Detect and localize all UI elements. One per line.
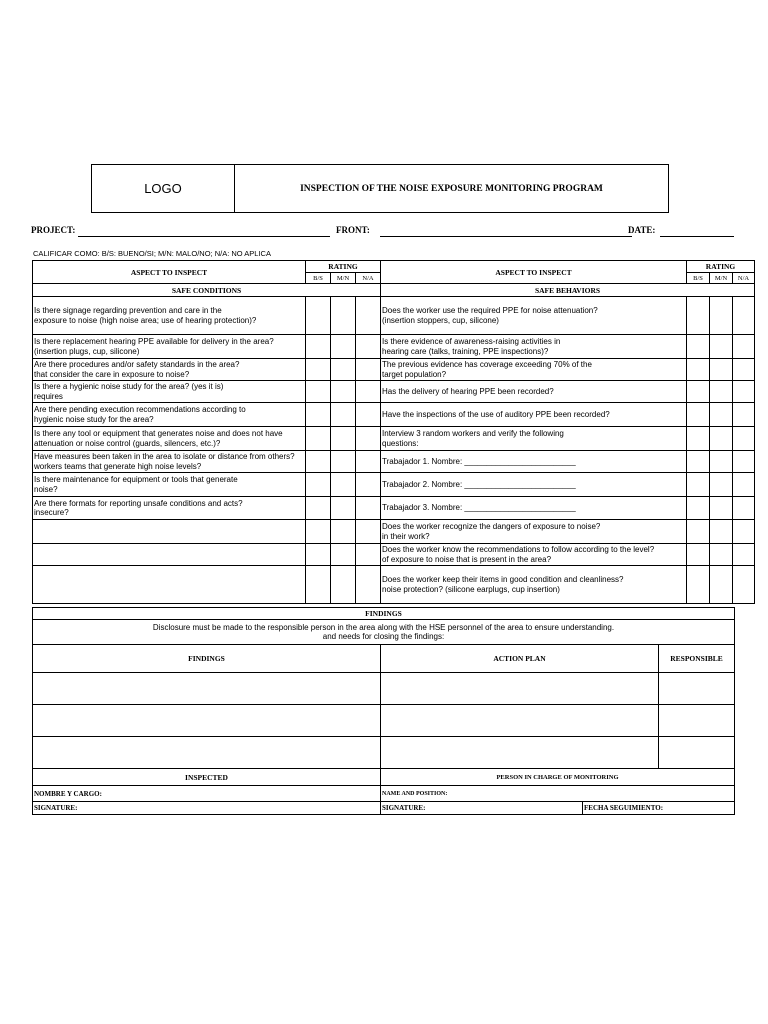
safe-behavior-item — [381, 381, 687, 403]
item-text-line: (insertion plugs, cup, silicone) — [34, 346, 140, 356]
rating-col-na: N/A — [356, 273, 381, 284]
item-text-line: hearing care (talks, training, PPE inspections)? — [382, 346, 549, 356]
project-label: PROJECT: — [31, 225, 76, 235]
rating-cell-bs[interactable] — [306, 335, 331, 359]
rating-cell-na[interactable] — [733, 473, 755, 497]
inspection-row — [33, 544, 755, 566]
safe-behavior-item — [381, 544, 687, 566]
rating-cell-mn[interactable] — [710, 335, 733, 359]
rating-cell-na[interactable] — [733, 427, 755, 451]
item-text-line: Are there procedures and/or safety standards in the area? — [34, 360, 240, 369]
item-text-line: Have measures been taken in the area to isolate or distance from others? — [34, 452, 295, 461]
inspection-table — [32, 260, 755, 604]
action-plan-col-header: ACTION PLAN — [381, 645, 659, 673]
item-text-line: hygienic noise study for the area? — [34, 414, 154, 424]
date-field[interactable] — [660, 236, 734, 237]
rating-cell-na[interactable] — [733, 520, 755, 544]
rating-cell-na[interactable] — [733, 381, 755, 403]
rating-cell-mn[interactable] — [710, 473, 733, 497]
inspection-row — [33, 451, 755, 473]
rating-cell-bs[interactable] — [687, 403, 710, 427]
safe-condition-item — [33, 497, 306, 520]
action-plan-cell[interactable] — [381, 673, 659, 705]
rating-cell-bs[interactable] — [687, 427, 710, 451]
safe-condition-item — [33, 473, 306, 497]
responsible-cell[interactable] — [659, 705, 735, 737]
safe-behavior-item — [381, 359, 687, 381]
date-label: DATE: — [628, 225, 656, 235]
item-text-line: Does the worker keep their items in good condition and cleanliness? — [382, 575, 624, 584]
findings-title: FINDINGS — [33, 608, 735, 620]
rating-cell-mn[interactable] — [710, 451, 733, 473]
item-text-line: Trabajador 2. Nombre: _________________________ — [382, 479, 576, 489]
rating-col-mn: M/N — [710, 273, 733, 284]
inspection-row — [33, 381, 755, 403]
item-text-line: Trabajador 1. Nombre: _________________________ — [382, 456, 576, 466]
safe-condition-item — [33, 359, 306, 381]
rating-note: CALIFICAR COMO: B/S: BUENO/SI; M/N: MALO/NO; N/A: NO APLICA — [33, 249, 271, 258]
item-text-line: of exposure to noise that is present in the area? — [382, 554, 552, 564]
inspection-row — [33, 566, 755, 604]
rating-cell-mn[interactable] — [710, 297, 733, 335]
item-text-line: Is there any tool or equipment that generates noise and does not have — [34, 429, 283, 438]
responsible-cell[interactable] — [659, 673, 735, 705]
safe-behaviors-header: SAFE BEHAVIORS — [381, 284, 755, 297]
rating-cell-na[interactable] — [733, 335, 755, 359]
rating-cell-mn[interactable] — [331, 520, 356, 544]
rating-cell-na[interactable] — [356, 403, 381, 427]
item-text-line: requires — [34, 391, 63, 401]
item-text-line: (insertion stoppers, cup, silicone) — [382, 315, 499, 325]
rating-cell-na[interactable] — [356, 473, 381, 497]
inspected-header: INSPECTED — [33, 769, 381, 786]
safe-behavior-item — [381, 297, 687, 335]
rating-cell-bs[interactable] — [306, 473, 331, 497]
rating-cell-bs[interactable] — [687, 335, 710, 359]
safe-behavior-item — [381, 335, 687, 359]
rating-header-right: RATING — [687, 261, 755, 273]
rating-cell-na[interactable] — [356, 520, 381, 544]
fecha-seguimiento-field[interactable]: FECHA SEGUIMIENTO: — [583, 802, 735, 815]
item-text-line: attenuation or noise control (guards, silencers, etc.)? — [34, 438, 221, 448]
findings-note-line-1: Disclosure must be made to the responsible person in the area along with the HSE personnel of the area to ensure understanding. — [152, 622, 615, 632]
rating-cell-bs[interactable] — [687, 497, 710, 520]
rating-cell-bs[interactable] — [306, 566, 331, 604]
rating-cell-mn[interactable] — [710, 403, 733, 427]
aspect-header-right: ASPECT TO INSPECT — [381, 261, 687, 284]
safe-behavior-item — [381, 520, 687, 544]
findings-col-header: FINDINGS — [33, 645, 381, 673]
rating-cell-bs[interactable] — [687, 297, 710, 335]
item-text-line: Is there maintenance for equipment or tools that generate — [34, 475, 238, 484]
inspection-row — [33, 427, 755, 451]
rating-cell-na[interactable] — [356, 297, 381, 335]
safe-behavior-item — [381, 403, 687, 427]
item-text-line: Is there evidence of awareness-raising activities in — [382, 337, 561, 346]
rating-cell-na[interactable] — [733, 359, 755, 381]
responsible-col-header: RESPONSIBLE — [659, 645, 735, 673]
rating-cell-na[interactable] — [733, 451, 755, 473]
finding-cell[interactable] — [33, 737, 381, 769]
item-text-line: Is there a hygienic noise study for the area? (yes it is) — [34, 382, 224, 391]
rating-cell-bs[interactable] — [687, 520, 710, 544]
front-label: FRONT: — [336, 225, 370, 235]
rating-cell-na[interactable] — [356, 427, 381, 451]
rating-cell-mn[interactable] — [331, 566, 356, 604]
rating-cell-bs[interactable] — [687, 381, 710, 403]
item-text-line: workers teams that generate high noise levels? — [34, 461, 202, 471]
logo-placeholder: LOGO — [92, 165, 235, 212]
safe-condition-item — [33, 335, 306, 359]
front-field[interactable] — [380, 236, 632, 237]
rating-cell-na[interactable] — [733, 566, 755, 604]
item-text-line: Interview 3 random workers and verify the following — [382, 429, 564, 438]
rating-cell-na[interactable] — [356, 497, 381, 520]
safe-behavior-item — [381, 566, 687, 604]
rating-cell-bs[interactable] — [306, 403, 331, 427]
item-text-line: Has the delivery of hearing PPE been recorded? — [382, 386, 554, 396]
safe-condition-item — [33, 427, 306, 451]
document-title: INSPECTION OF THE NOISE EXPOSURE MONITORING PROGRAM — [300, 183, 603, 194]
rating-cell-bs[interactable] — [306, 427, 331, 451]
item-text-line: noise protection? (silicone earplugs, cup insertion) — [382, 584, 560, 594]
item-text-line: Does the worker use the required PPE for noise attenuation? — [382, 306, 598, 315]
signature-field-left[interactable]: SIGNATURE: — [33, 802, 381, 815]
findings-table — [32, 607, 735, 815]
finding-cell[interactable] — [33, 673, 381, 705]
rating-cell-na[interactable] — [733, 297, 755, 335]
safe-condition-item — [33, 403, 306, 427]
rating-cell-mn[interactable] — [710, 497, 733, 520]
item-text-line: target population? — [382, 369, 447, 379]
rating-cell-na[interactable] — [356, 566, 381, 604]
rating-cell-bs[interactable] — [306, 359, 331, 381]
rating-cell-bs[interactable] — [306, 381, 331, 403]
safe-behavior-item — [381, 497, 687, 520]
safe-condition-item — [33, 566, 306, 604]
findings-note-line-2: and needs for closing the findings: — [322, 632, 445, 641]
safe-behavior-item — [381, 473, 687, 497]
item-text-line: Are there formats for reporting unsafe conditions and acts? — [34, 498, 243, 508]
item-text-line: in their work? — [382, 531, 430, 541]
rating-cell-na[interactable] — [356, 335, 381, 359]
rating-cell-mn[interactable] — [710, 566, 733, 604]
rating-cell-bs[interactable] — [687, 473, 710, 497]
safe-condition-item — [33, 381, 306, 403]
action-plan-cell[interactable] — [381, 737, 659, 769]
rating-cell-bs[interactable] — [687, 566, 710, 604]
rating-cell-bs[interactable] — [687, 451, 710, 473]
rating-cell-na[interactable] — [733, 403, 755, 427]
rating-cell-na[interactable] — [356, 451, 381, 473]
project-field[interactable] — [78, 236, 330, 237]
safe-condition-item — [33, 520, 306, 544]
item-text-line: Have the inspections of the use of auditory PPE been recorded? — [382, 409, 610, 419]
finding-cell[interactable] — [33, 705, 381, 737]
inspection-row — [33, 520, 755, 544]
safe-condition-item — [33, 451, 306, 473]
safe-behavior-item — [381, 451, 687, 473]
rating-cell-bs[interactable] — [687, 359, 710, 381]
safe-condition-item — [33, 544, 306, 566]
rating-cell-na[interactable] — [356, 381, 381, 403]
rating-cell-na[interactable] — [356, 544, 381, 566]
item-text-line: questions: — [382, 438, 419, 448]
responsible-cell[interactable] — [659, 737, 735, 769]
item-text-line: Is there replacement hearing PPE available for delivery in the area? — [34, 337, 274, 346]
rating-cell-na[interactable] — [356, 359, 381, 381]
rating-cell-mn[interactable] — [710, 520, 733, 544]
rating-cell-mn[interactable] — [331, 497, 356, 520]
header-box — [91, 164, 669, 213]
rating-cell-mn[interactable] — [331, 473, 356, 497]
name-position-field[interactable]: NAME AND POSITION: — [381, 786, 735, 802]
rating-cell-mn[interactable] — [710, 544, 733, 566]
rating-header-left: RATING — [306, 261, 381, 273]
rating-cell-mn[interactable] — [710, 359, 733, 381]
item-text-line: Does the worker know the recommendations to follow according to the level? — [382, 545, 655, 554]
rating-cell-mn[interactable] — [331, 297, 356, 335]
safe-condition-item — [33, 297, 306, 335]
rating-cell-mn[interactable] — [331, 381, 356, 403]
item-text-line: Does the worker recognize the dangers of exposure to noise? — [382, 522, 601, 531]
rating-col-mn: M/N — [331, 273, 356, 284]
person-in-charge-header: PERSON IN CHARGE OF MONITORING — [381, 769, 735, 786]
rating-cell-bs[interactable] — [306, 451, 331, 473]
safe-conditions-header: SAFE CONDITIONS — [33, 284, 381, 297]
item-text-line: Trabajador 3. Nombre: _________________________ — [382, 503, 576, 513]
rating-cell-na[interactable] — [733, 544, 755, 566]
rating-cell-bs[interactable] — [306, 520, 331, 544]
rating-cell-mn[interactable] — [710, 427, 733, 451]
safe-behavior-item — [381, 427, 687, 451]
action-plan-cell[interactable] — [381, 705, 659, 737]
inspection-row — [33, 473, 755, 497]
item-text-line: that consider the care in exposure to noise? — [34, 369, 190, 379]
rating-cell-na[interactable] — [733, 497, 755, 520]
rating-col-na: N/A — [733, 273, 755, 284]
item-text-line: The previous evidence has coverage exceeding 70% of the — [382, 360, 592, 369]
aspect-header-left: ASPECT TO INSPECT — [33, 261, 306, 284]
item-text-line: insecure? — [34, 508, 69, 517]
rating-cell-mn[interactable] — [331, 451, 356, 473]
signature-field-right[interactable]: SIGNATURE: — [381, 802, 583, 815]
rating-cell-mn[interactable] — [331, 427, 356, 451]
rating-cell-bs[interactable] — [306, 544, 331, 566]
item-text-line: Is there signage regarding prevention and care in the — [34, 306, 222, 315]
rating-cell-mn[interactable] — [331, 544, 356, 566]
inspection-row — [33, 497, 755, 520]
item-text-line: noise? — [34, 484, 58, 494]
inspection-row — [33, 297, 755, 335]
rating-col-bs: B/S — [306, 273, 331, 284]
rating-col-bs: B/S — [687, 273, 710, 284]
rating-cell-bs[interactable] — [687, 544, 710, 566]
rating-cell-mn[interactable] — [331, 335, 356, 359]
rating-cell-mn[interactable] — [710, 381, 733, 403]
inspection-row — [33, 359, 755, 381]
item-text-line: Are there pending execution recommendations according to — [34, 405, 246, 414]
rating-cell-bs[interactable] — [306, 297, 331, 335]
nombre-cargo-field[interactable]: NOMBRE Y CARGO: — [33, 786, 381, 802]
rating-cell-mn[interactable] — [331, 359, 356, 381]
inspection-row — [33, 403, 755, 427]
inspection-row — [33, 335, 755, 359]
rating-cell-bs[interactable] — [306, 497, 331, 520]
item-text-line: exposure to noise (high noise area; use of hearing protection)? — [34, 315, 257, 325]
rating-cell-mn[interactable] — [331, 403, 356, 427]
findings-note — [33, 620, 735, 645]
